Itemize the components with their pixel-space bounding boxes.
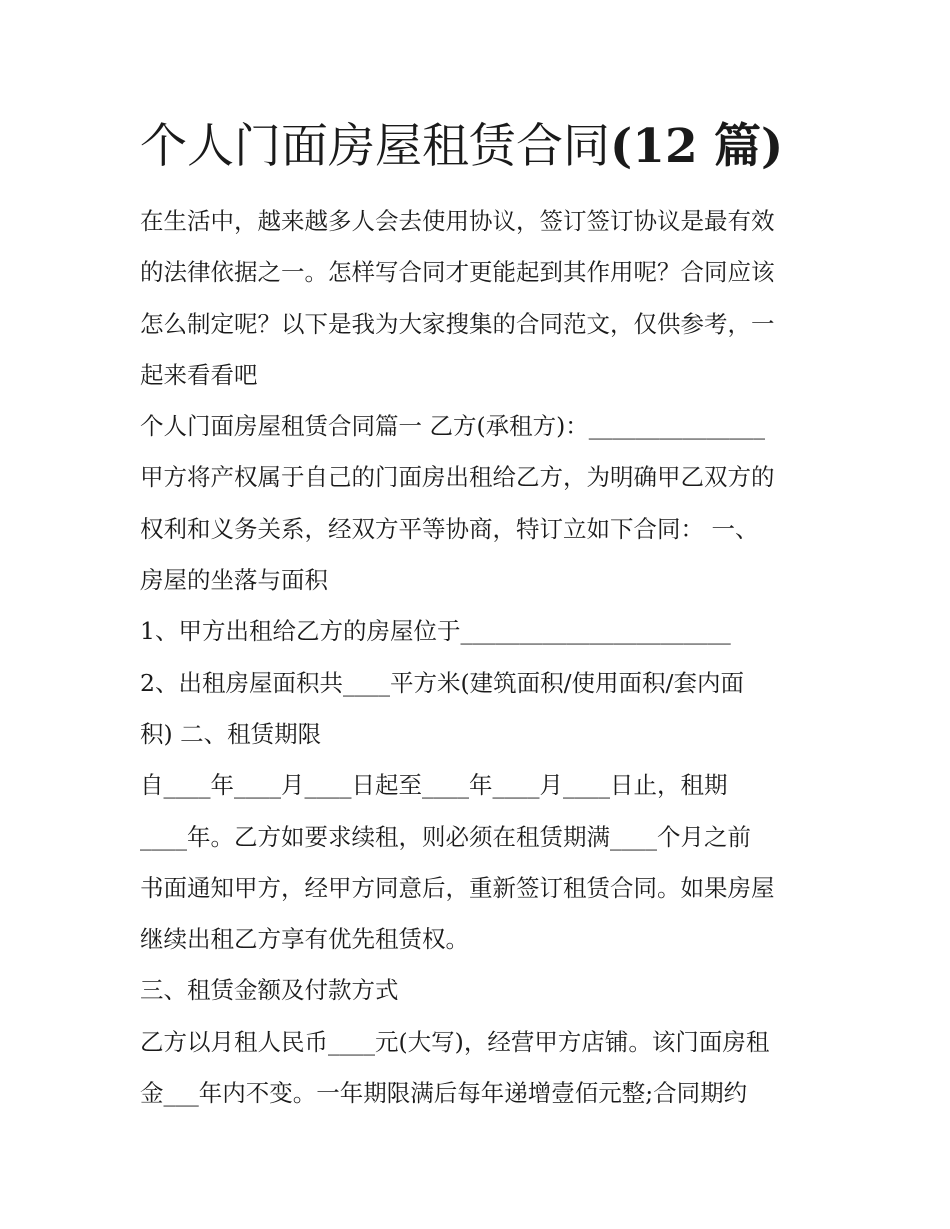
body-line: 乙方以月租人民币____元(大写)，经营甲方店铺。该门面房租	[140, 1027, 770, 1056]
document-page	[140, 112, 820, 1119]
body-line: 权利和义务关系，经双方平等协商，特订立如下合同： 一、	[140, 514, 759, 543]
title-main: 个人门面房屋租赁合同	[140, 119, 610, 174]
body-line: 起来看看吧	[140, 360, 258, 389]
body-line: 书面通知甲方，经甲方同意后，重新签订租赁合同。如果房屋	[140, 873, 775, 902]
title-suffix: (12 篇)	[610, 119, 784, 174]
document-title	[140, 112, 820, 182]
body-line: 2、出租房屋面积共____平方米(建筑面积/使用面积/套内面	[140, 668, 744, 697]
body-line: 自____年____月____日起至____年____月____日止，租期	[140, 771, 728, 800]
body-line: 的法律依据之一。怎样写合同才更能起到其作用呢？合同应该	[140, 258, 775, 287]
body-line: 甲方将产权属于自己的门面房出租给乙方，为明确甲乙双方的	[140, 463, 775, 492]
document-body	[140, 196, 820, 1119]
body-line: 积) 二、租赁期限	[140, 719, 322, 748]
body-line: 继续出租乙方享有优先租赁权。	[140, 925, 469, 954]
body-line: ____年。乙方如要求续租，则必须在租赁期满____个月之前	[140, 822, 751, 851]
body-line: 1、甲方出租给乙方的房屋位于_______________________	[140, 617, 731, 646]
body-line: 房屋的坐落与面积	[140, 566, 328, 595]
body-line: 三、租赁金额及付款方式	[140, 976, 399, 1005]
body-line: 个人门面房屋租赁合同篇一 乙方(承租方)：_______________	[140, 412, 766, 441]
body-line: 金___年内不变。一年期限满后每年递增壹佰元整;合同期约	[140, 1079, 748, 1108]
body-line: 在生活中，越来越多人会去使用协议，签订签订协议是最有效	[140, 207, 775, 235]
body-line: 怎么制定呢？以下是我为大家搜集的合同范文，仅供参考，一	[140, 309, 775, 338]
